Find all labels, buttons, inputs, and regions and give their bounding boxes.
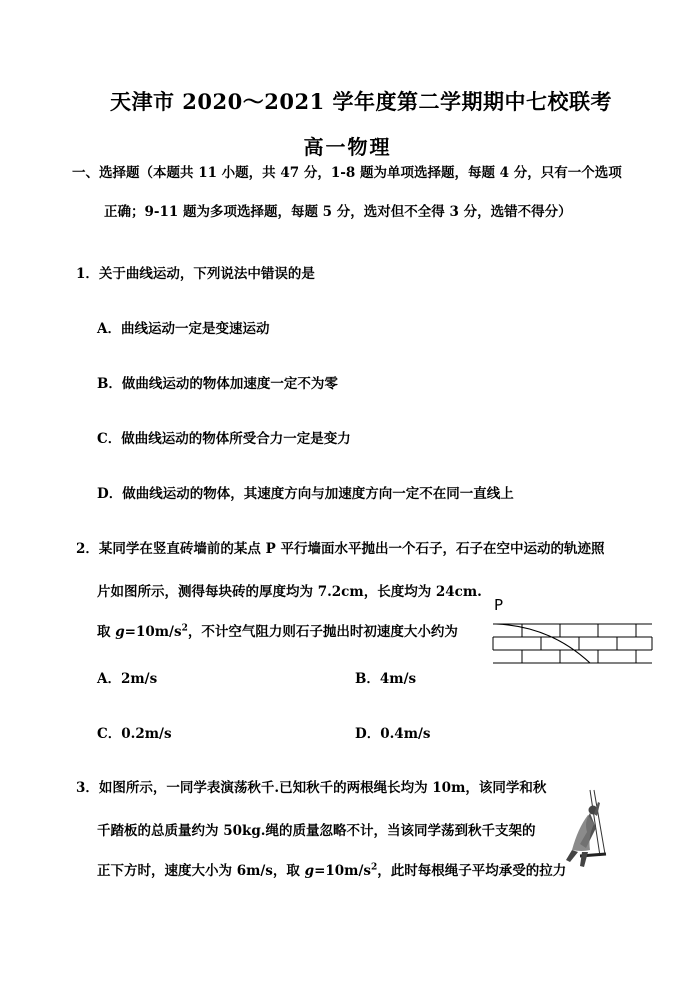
question-3-stem-line2: 千踏板的总质量约为 50kg.绳的质量忽略不计，当该同学荡到秋千支架的: [97, 823, 536, 839]
swing-girl-figure: [560, 788, 612, 874]
question-3-stem-line1: 3．如图所示，一同学表演荡秋千.已知秋千的两根绳长均为 10m，该同学和秋: [76, 780, 547, 796]
question-1-stem: 1．关于曲线运动，下列说法中错误的是: [76, 266, 315, 282]
subject-title: 高一物理: [303, 135, 392, 159]
q2-line3-mid: =10m/s: [124, 624, 182, 640]
question-1-option-c: C．做曲线运动的物体所受合力一定是变力: [97, 431, 351, 447]
section-instructions-line1: 一、选择题（本题共 11 小题，共 47 分，1-8 题为单项选择题，每题 4 分，只有一个选项: [72, 165, 622, 181]
q2-line3-sup: 2: [181, 623, 188, 634]
q3-line3-pre: 正下方时，速度大小为 6m/s，取: [97, 863, 305, 879]
brick-wall-figure: [490, 612, 654, 664]
figure-label-p: P: [494, 596, 504, 614]
q3-line3-post: ，此时每根绳子平均承受的拉力: [377, 863, 567, 879]
q3-line3-sup: 2: [370, 862, 378, 873]
question-2-stem-line1: 2．某同学在竖直砖墙前的某点 P 平行墙面水平抛出一个石子，石子在空中运动的轨迹照: [76, 541, 605, 557]
question-2-option-b: B．4m/s: [355, 671, 417, 687]
section-instructions-line2: 正确；9-11 题为多项选择题，每题 5 分，选对但不全得 3 分，选错不得分）: [104, 204, 572, 220]
q2-line3-pre: 取: [97, 624, 116, 640]
q3-g-symbol: g: [304, 863, 315, 879]
question-3-stem-line3: [97, 859, 566, 879]
question-1-option-a: A．曲线运动一定是变速运动: [97, 321, 270, 337]
question-1-option-d: D．做曲线运动的物体，其速度方向与加速度方向一定不在同一直线上: [97, 486, 514, 502]
question-2-option-c: C．0.2m/s: [97, 726, 172, 742]
question-1-option-b: B．做曲线运动的物体加速度一定不为零: [97, 376, 338, 392]
question-2-stem-line2: 片如图所示，测得每块砖的厚度均为 7.2cm，长度均为 24cm.: [97, 584, 482, 600]
question-2-option-d: D．0.4m/s: [355, 726, 431, 742]
q3-line3-mid: =10m/s: [314, 863, 371, 879]
question-2-stem-line3: [97, 620, 458, 640]
q2-line3-post: ，不计空气阻力则石子抛出时初速度大小约为: [187, 624, 458, 640]
question-2-option-a: A．2m/s: [97, 671, 158, 687]
exam-title: 天津市 2020～2021 学年度第二学期期中七校联考: [110, 89, 613, 114]
q2-g-symbol: g: [115, 624, 125, 640]
